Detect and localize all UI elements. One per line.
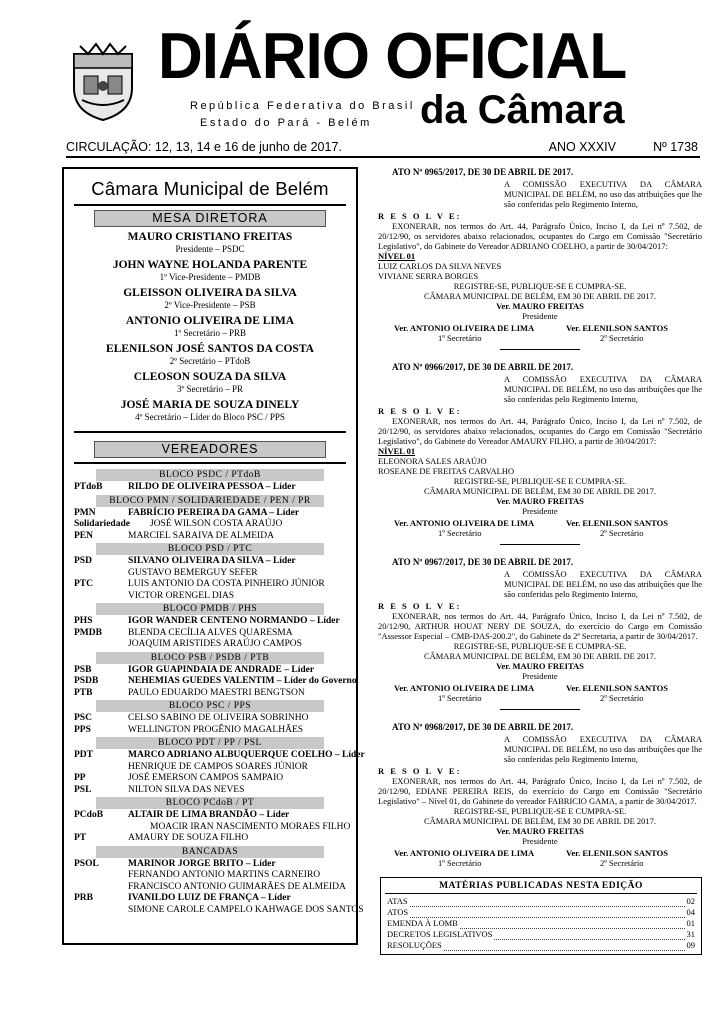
act-body: EXONERAR, nos termos do Art. 44, Parágrafo Único, Inciso I, da Lei nº 7.502, de 20/12/90, ARTHUR HOUAT NERY DE SOUZA, do exercício do Cargo em Comissão "Assessor Especial – CMB-DAS-200.2", do Gabinete da 2ª Secretaria, a partir de 30/04/2017. xyxy=(378,611,702,641)
councilor-row xyxy=(64,725,356,737)
act-signature-roles xyxy=(378,693,702,703)
index-title: MATÉRIAS PUBLICADAS NESTA EDIÇÃO xyxy=(439,881,643,891)
block-heading: BLOCO PSC / PPS xyxy=(96,700,324,712)
board-member xyxy=(64,231,356,255)
councilor-name: SIMONE CAROLE CAMPELO KAHWAGE DOS SANTOS xyxy=(128,904,364,915)
act-place-date: CÂMARA MUNICIPAL DE BELÉM, EM 30 DE ABRIL DE 2017. xyxy=(423,486,657,496)
councilor-name: NILTON SILVA DAS NEVES xyxy=(128,784,245,795)
index-label: RESOLUÇÕES xyxy=(387,940,442,950)
signature-right: Ver. ELENILSON SANTOS xyxy=(566,323,668,333)
chamber-title: Câmara Municipal de Belém xyxy=(91,178,329,199)
signature-role-left: 1º Secretário xyxy=(438,333,482,343)
councilor-party: PTB xyxy=(74,687,93,698)
councilor-name: GUSTAVO BEMERGUY SEFER xyxy=(128,567,258,578)
divider xyxy=(74,462,346,464)
councilor-party: PTdoB xyxy=(74,482,103,492)
index-page: 04 xyxy=(686,907,695,917)
councilor-row xyxy=(64,579,356,591)
divider xyxy=(74,431,346,433)
councilor-name: CELSO SABINO DE OLIVEIRA SOBRINHO xyxy=(128,713,309,723)
councilor-name: IGOR WANDER CENTENO NORMANDO – Líder xyxy=(128,616,340,626)
board-member-role: 1º Vice-Presidente – PMDB xyxy=(159,272,261,282)
act-title: ATO Nº 0966/2017, DE 30 DE ABRIL DE 2017. xyxy=(392,362,574,372)
councilor-party: PSL xyxy=(74,784,92,795)
board-member-role: 1º Secretário – PRB xyxy=(173,328,247,338)
councilor-name: JOSÉ EMERSON CAMPOS SAMPAIO xyxy=(128,773,284,783)
councilor-party: PSD xyxy=(74,556,92,566)
councilor-name: FERNANDO ANTONIO MARTINS CARNEIRO xyxy=(128,870,321,880)
act-intro: A COMISSÃO EXECUTIVA DA CÂMARA MUNICIPAL DE BELÉM, no uso das atribuições que lhe são conferidas pelo Regimento Interno, xyxy=(504,569,702,599)
act-president-role: Presidente xyxy=(522,311,558,321)
act-body: EXONERAR, nos termos do Art. 44, Parágrafo Único, Inciso I, da Lei nº 7.502, de 20/12/90, os servidores abaixo relacionados, ocupantes do Cargo em Comissão "Secretário Legislativo", do Gabinete do Vereador AMAURY FILHO, a partir de 30/04/2017: xyxy=(378,416,702,446)
signature-role-right: 2º Secretário xyxy=(600,333,644,343)
councilor-row xyxy=(64,531,356,543)
act-intro: A COMISSÃO EXECUTIVA DA CÂMARA MUNICIPAL DE BELÉM, no uso das atribuições que lhe são conferidas pelo Regimento Interno, xyxy=(504,374,702,404)
act-person-name: ELEONORA SALES ARAÚJO xyxy=(378,456,487,466)
councilor-row xyxy=(64,568,356,580)
councilor-name: MARCIEL SARAIVA DE ALMEIDA xyxy=(128,530,274,541)
republic-label: República Federativa do Brasil xyxy=(190,100,415,112)
board-member-name: MAURO CRISTIANO FREITAS xyxy=(127,231,293,243)
index-row xyxy=(387,940,695,951)
signature-role-left: 1º Secretário xyxy=(438,858,482,868)
signature-left: Ver. ANTONIO OLIVEIRA DE LIMA xyxy=(394,848,535,858)
act-president-role: Presidente xyxy=(522,836,558,846)
index-row xyxy=(387,929,695,940)
board-member-name: GLEISSON OLIVEIRA DA SILVA xyxy=(123,287,297,299)
councilor-row xyxy=(64,616,356,628)
block-heading: BLOCO PCdoB / PT xyxy=(96,797,324,809)
councilor-name: FRANCISCO ANTONIO GUIMARÃES DE ALMEIDA xyxy=(128,881,346,892)
signature-role-left: 1º Secretário xyxy=(438,528,482,538)
board-heading: MESA DIRETORA xyxy=(94,210,326,227)
councilor-name: WELLINGTON PROGÊNIO MAGALHÃES xyxy=(128,724,304,735)
act-title: ATO Nº 0965/2017, DE 30 DE ABRIL DE 2017. xyxy=(392,167,574,177)
index-page: 02 xyxy=(686,896,695,906)
board-member xyxy=(64,343,356,367)
act-signature-roles xyxy=(378,528,702,538)
act-president-role: Presidente xyxy=(522,671,558,681)
signature-right: Ver. ELENILSON SANTOS xyxy=(566,848,668,858)
councilor-name: PAULO EDUARDO MAESTRI BENGTSON xyxy=(128,687,305,698)
act-intro: A COMISSÃO EXECUTIVA DA CÂMARA MUNICIPAL DE BELÉM, no uso das atribuições que lhe são conferidas pelo Regimento Interno, xyxy=(504,734,702,764)
councilor-name: IVANILDO LUIZ DE FRANÇA – Líder xyxy=(128,893,291,903)
act-body: EXONERAR, nos termos do Art. 44, Parágrafo Único, Inciso I, da Lei nº 7.502, de 20/12/90, EDIANE PEREIRA REIS, do exercício do Cargo em Comissão "Secretário Legislativo" – Nível 01, do Gabinete do vereador FABRICIO GAMA, a partir de 30/04/2017. xyxy=(378,776,702,806)
index-box xyxy=(380,877,702,955)
councilor-party: PCdoB xyxy=(74,810,104,820)
councilor-row xyxy=(64,882,356,894)
act-publish: REGISTRE-SE, PUBLIQUE-SE E CUMPRA-SE. xyxy=(453,641,627,651)
year-label: ANO XXXIV xyxy=(548,140,616,154)
councilor-row xyxy=(64,665,356,677)
councilor-row xyxy=(64,893,356,905)
act-place-date: CÂMARA MUNICIPAL DE BELÉM, EM 30 DE ABRIL DE 2017. xyxy=(423,291,657,301)
councilor-name: SILVANO OLIVEIRA DA SILVA – Líder xyxy=(128,556,296,566)
act-level: NÍVEL 01 xyxy=(378,446,416,456)
act-body: EXONERAR, nos termos do Art. 44, Parágrafo Único, Inciso I, da Lei nº 7.502, de 20/12/90, os servidores abaixo relacionados, ocupantes do Cargo em Comissão "Secretário Legislativo", do Gabinete do Vereador ADRIANO COELHO, a partir de 30/04/2017: xyxy=(378,221,702,251)
index-label: ATAS xyxy=(387,896,408,906)
act-resolve: R E S O L V E: xyxy=(378,601,462,611)
councilor-party: PSC xyxy=(74,713,92,723)
block-heading: BLOCO PSB / PSDB / PTB xyxy=(96,652,324,664)
councilor-name: ALTAIR DE LIMA BRANDÃO – Líder xyxy=(128,810,290,820)
act-place-date: CÂMARA MUNICIPAL DE BELÉM, EM 30 DE ABRIL DE 2017. xyxy=(423,816,657,826)
divider xyxy=(74,204,346,206)
board-member xyxy=(64,399,356,423)
act-signatures xyxy=(378,323,702,333)
act-level: NÍVEL 01 xyxy=(378,251,416,261)
act-president: Ver. MAURO FREITAS xyxy=(496,661,584,671)
board-member-name: ELENILSON JOSÉ SANTOS DA COSTA xyxy=(106,343,314,355)
act-entry xyxy=(378,362,702,545)
act-signatures xyxy=(378,848,702,858)
block-heading: BLOCO PSD / PTC xyxy=(96,543,324,555)
councilor-party: PHS xyxy=(74,616,93,626)
councilor-row xyxy=(64,713,356,725)
circulation-bar xyxy=(66,140,700,158)
act-resolve: R E S O L V E: xyxy=(378,406,462,416)
councilor-row xyxy=(64,508,356,520)
board-member xyxy=(64,371,356,395)
councilor-block xyxy=(64,469,356,494)
state-label: Estado do Pará - Belém xyxy=(200,117,372,129)
signature-role-right: 2º Secretário xyxy=(600,858,644,868)
board-member-role: 2º Vice-Presidente – PSB xyxy=(164,300,256,310)
act-resolve: R E S O L V E: xyxy=(378,766,462,776)
acts-column xyxy=(378,167,702,880)
councilor-party: PMN xyxy=(74,507,96,518)
councilor-party: PRB xyxy=(74,893,93,903)
councilor-row xyxy=(64,519,356,531)
index-row xyxy=(387,918,695,929)
board-member-role: 3º Secretário – PR xyxy=(176,384,244,394)
signature-left: Ver. ANTONIO OLIVEIRA DE LIMA xyxy=(394,683,535,693)
councilor-name: AMAURY DE SOUZA FILHO xyxy=(128,833,249,843)
board-member xyxy=(64,259,356,283)
board-member-name: CLEOSON SOUZA DA SILVA xyxy=(133,371,287,383)
councilor-block xyxy=(64,652,356,700)
councilor-party: PSOL xyxy=(74,858,99,869)
councilor-name: MARINOR JORGE BRITO – Líder xyxy=(128,858,276,869)
act-title: ATO Nº 0968/2017, DE 30 DE ABRIL DE 2017. xyxy=(392,722,574,732)
issue-number: Nº 1738 xyxy=(653,140,698,154)
act-entry xyxy=(378,557,702,710)
councilor-name: HENRIQUE DE CAMPOS SOARES JÚNIOR xyxy=(128,761,308,772)
board-list xyxy=(64,231,356,423)
councilor-row xyxy=(64,688,356,700)
block-heading: BLOCO PMN / SOLIDARIEDADE / PEN / PR xyxy=(96,495,324,507)
signature-role-right: 2º Secretário xyxy=(600,693,644,703)
board-member-name: ANTONIO OLIVEIRA DE LIMA xyxy=(125,315,295,327)
councilor-row xyxy=(64,859,356,871)
signature-left: Ver. ANTONIO OLIVEIRA DE LIMA xyxy=(394,518,535,528)
councilor-row xyxy=(64,628,356,640)
board-member-role: 2º Secretário – PTdoB xyxy=(169,356,251,366)
councilor-party: PT xyxy=(74,833,87,843)
board-member-role: Presidente – PSDC xyxy=(175,244,245,254)
newspaper-title: DIÁRIO OFICIAL xyxy=(158,20,627,93)
councilors-heading: VEREADORES xyxy=(94,441,326,458)
councilor-block xyxy=(64,700,356,736)
act-person-name: VIVIANE SERRA BORGES xyxy=(378,271,479,281)
councilor-row xyxy=(64,822,356,834)
councilor-block xyxy=(64,495,356,543)
councilor-name: FABRÍCIO PEREIRA DA GAMA – Líder xyxy=(128,507,300,518)
councilor-name: BLENDA CECÍLIA ALVES QUARESMA xyxy=(128,627,293,638)
councilor-row xyxy=(64,676,356,688)
councilor-block xyxy=(64,543,356,602)
index-page: 31 xyxy=(686,929,695,939)
councilor-row xyxy=(64,762,356,774)
index-label: DECRETOS LEGISLATIVOS xyxy=(387,929,493,939)
councilor-name: LUIS ANTONIO DA COSTA PINHEIRO JÚNIOR xyxy=(128,579,325,589)
act-publish: REGISTRE-SE, PUBLIQUE-SE E CUMPRA-SE. xyxy=(453,281,627,291)
act-signatures xyxy=(378,518,702,528)
councilor-name: JOAQUIM ARISTIDES ARAÚJO CAMPOS xyxy=(128,639,302,649)
councilor-row xyxy=(64,904,364,917)
councilor-block xyxy=(64,846,364,917)
act-president: Ver. MAURO FREITAS xyxy=(496,826,584,836)
councilor-party: PDT xyxy=(74,750,93,760)
chamber-box xyxy=(62,167,365,945)
act-publish: REGISTRE-SE, PUBLIQUE-SE E CUMPRA-SE. xyxy=(453,476,627,486)
board-member-name: JOHN WAYNE HOLANDA PARENTE xyxy=(112,259,308,271)
councilor-party: PSB xyxy=(74,664,92,675)
board-member xyxy=(64,287,356,311)
councilor-row xyxy=(64,773,356,785)
act-signatures xyxy=(378,683,702,693)
councilor-party: PTC xyxy=(74,579,93,589)
coat-of-arms-icon xyxy=(66,40,140,122)
act-resolve: R E S O L V E: xyxy=(378,211,462,221)
councilor-name: IGOR GUAPINDAIA DE ANDRADE – Líder xyxy=(128,664,315,675)
councilor-party: PSDB xyxy=(74,676,99,686)
councilor-row xyxy=(64,785,356,797)
councilor-row xyxy=(64,750,365,762)
councilor-party: PEN xyxy=(74,530,93,541)
councilor-party: PPS xyxy=(74,724,91,735)
act-president-role: Presidente xyxy=(522,506,558,516)
signature-left: Ver. ANTONIO OLIVEIRA DE LIMA xyxy=(394,323,535,333)
index-label: ATOS xyxy=(387,907,409,917)
masthead xyxy=(60,20,700,138)
board-member xyxy=(64,315,356,339)
councilor-name: JOSÉ WILSON COSTA ARAÚJO xyxy=(150,519,283,529)
signature-role-right: 2º Secretário xyxy=(600,528,644,538)
index-page: 09 xyxy=(686,940,695,950)
councilor-name: MOACIR IRAN NASCIMENTO MORAES FILHO xyxy=(150,821,351,832)
divider xyxy=(385,893,697,894)
act-place-date: CÂMARA MUNICIPAL DE BELÉM, EM 30 DE ABRIL DE 2017. xyxy=(423,651,657,661)
councilor-block xyxy=(64,603,356,651)
block-heading: BLOCO PSDC / PTdoB xyxy=(96,469,324,481)
councilor-party: Solidariedade xyxy=(74,519,130,529)
block-heading: BLOCO PDT / PP / PSL xyxy=(96,737,324,749)
signature-role-left: 1º Secretário xyxy=(438,693,482,703)
act-entry xyxy=(378,722,702,868)
councilor-party: PMDB xyxy=(74,627,102,638)
councilor-row xyxy=(64,639,356,651)
councilor-block xyxy=(64,737,365,796)
block-heading: BLOCO PMDB / PHS xyxy=(96,603,324,615)
index-page: 01 xyxy=(686,918,695,928)
act-person-name: ROSEANE DE FREITAS CARVALHO xyxy=(378,466,515,476)
councilor-name: MARCO ADRIANO ALBUQUERQUE COELHO – Líder xyxy=(128,750,365,760)
index-list xyxy=(381,896,701,951)
act-president: Ver. MAURO FREITAS xyxy=(496,496,584,506)
councilor-row xyxy=(64,810,356,822)
councilor-row xyxy=(64,591,356,603)
councilor-row xyxy=(64,482,356,494)
act-publish: REGISTRE-SE, PUBLIQUE-SE E CUMPRA-SE. xyxy=(453,806,627,816)
newspaper-subtitle: da Câmara xyxy=(420,88,625,132)
act-person-name: LUIZ CARLOS DA SILVA NEVES xyxy=(378,261,502,271)
board-member-role: 4º Secretário – Líder do Bloco PSC / PPS xyxy=(135,412,285,422)
act-separator xyxy=(500,544,580,545)
act-title: ATO Nº 0967/2017, DE 30 DE ABRIL DE 2017. xyxy=(392,557,574,567)
circulation-dates: CIRCULAÇÃO: 12, 13, 14 e 16 de junho de 2017. xyxy=(66,140,342,154)
index-row xyxy=(387,896,695,907)
signature-right: Ver. ELENILSON SANTOS xyxy=(566,683,668,693)
councilor-block xyxy=(64,797,356,845)
councilor-row xyxy=(64,833,356,845)
act-separator xyxy=(500,349,580,350)
councilor-blocks xyxy=(64,469,365,916)
act-intro: A COMISSÃO EXECUTIVA DA CÂMARA MUNICIPAL DE BELÉM, no uso das atribuições que lhe são conferidas pelo Regimento Interno, xyxy=(504,179,702,209)
councilor-name: VICTOR ORENGEL DIAS xyxy=(128,590,235,601)
act-president: Ver. MAURO FREITAS xyxy=(496,301,584,311)
act-signature-roles xyxy=(378,858,702,868)
act-signature-roles xyxy=(378,333,702,343)
act-separator xyxy=(500,709,580,710)
signature-right: Ver. ELENILSON SANTOS xyxy=(566,518,668,528)
councilor-row xyxy=(64,870,356,882)
councilor-name: NEHEMIAS GUEDES VALENTIM – Líder do Governo xyxy=(128,676,357,686)
index-row xyxy=(387,907,695,918)
councilor-row xyxy=(64,556,356,568)
index-label: EMENDA À LOMB xyxy=(387,918,458,928)
councilor-name: RILDO DE OLIVEIRA PESSOA – Líder xyxy=(128,482,296,492)
board-member-name: JOSÉ MARIA DE SOUZA DINELY xyxy=(120,399,300,411)
block-heading: BANCADAS xyxy=(96,846,324,858)
act-entry xyxy=(378,167,702,350)
councilor-party: PP xyxy=(74,773,86,783)
